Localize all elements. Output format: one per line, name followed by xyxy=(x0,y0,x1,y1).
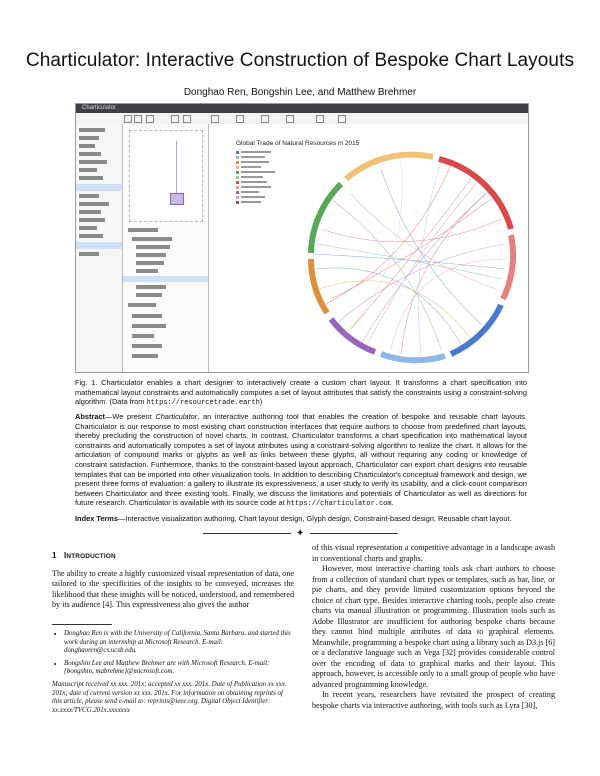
abstract: Abstract—We present Charticulator, an interactive authoring tool that enables the creation of bespoke and reusable chart layouts. Charticulator is our response to most existing chart construction interfaces that require authors to choose from predefined chart layouts, thereby precluding the construction of novel charts. In contrast, Charticulator transforms a chart specification into mathematical layout constraints and automatically computes a set of layout attributes using a constraint-solving algorithm to realize the chart. It allows for the articulation of compound marks or glyphs as well as links between these glyphs, all without requiring any coding or knowledge of constraint satisfaction. Furthermore, thanks to the constraint-based layout approach, Charticulator can export chart designs into reusable templates that can be imported into other visualization tools. In addition to describing Charticulator's conceptual framework and design, we present three forms of evaluation: a gallery to illustrate its expressiveness, a user study to verify its usability, and a click-count comparison between Charticulator and three existing tools. Finally, we discuss the limitations and potentials of Charticulator as well as directions for future research. Charticulator is available with its source code at https://charticulator.com. xyxy=(75,412,527,509)
publication-info: Manuscript received xx xxx. 201x; accepted xx xxx. 201x. Date of Publication xx xxx. 201x; date of current version xx xxx. 201x. For information on obtaining reprints of this article, please send e-mail to: reprints@ieee.org. Digital Object Identifier: xx.xxxx/TVCG.201x.xxxxxxx xyxy=(52,680,287,714)
body-paragraph: In recent years, researchers have revisited the prospect of creating bespoke charts via interactive authoring, with tools such as Lyra [30], xyxy=(312,690,555,710)
footnotes xyxy=(52,630,294,715)
index-terms: Index Terms—Interactive visualization authoring, Chart layout design, Glyph design, Constraint-based design, Reusable chart layout. xyxy=(75,514,512,523)
intro-paragraph: The ability to create a highly customized visual representation of data, one tailored to the specificities of the insights to be conveyed, increases the likelihood that these insights will be noticed, understood, and remembered by its audience [4]. This expressiveness also gives the author xyxy=(52,568,294,609)
figure-caption: Fig. 1. Charticulator enables a chart designer to interactively create a custom chart layout. It transforms a chart specification into mathematical layout constraints and automatically computes a set of layout attributes that satisfy the constraints using a constraint-solving algorithm. (Data from https://resourcetrade.earth) xyxy=(75,378,528,407)
glyph-editor xyxy=(129,130,203,222)
toolbar-icon xyxy=(183,115,191,123)
paper-title: Charticulator: Interactive Construction of Bespoke Chart Layouts xyxy=(25,50,575,71)
toolbar-icon xyxy=(338,115,346,123)
section-divider xyxy=(310,533,398,534)
left-column xyxy=(52,551,294,611)
app-name: Charticulator xyxy=(82,105,117,111)
footnote-item: • Donghao Ren is with the University of California, Santa Barbara, and started this work during an internship at Microsoft Research. E-mail: donghaoren@cs.ucsb.edu. xyxy=(64,630,294,656)
toolbar-icon xyxy=(236,115,244,123)
section-heading: 1 INTRODUCTION xyxy=(52,551,116,560)
chord-diagram xyxy=(291,149,521,369)
body-paragraph: However, most interactive charting tools ask chart authors to choose from a collection of standard chart types or templates, such as bar, line, or pie charts, and they provide limited customization options beyond the choice of chart type. Besides interactive charting tools, people also create charts via manual illustration or programming. Illustration tools such as Adobe Illustrator are insufficient for authoring bespoke charts because they cannot bind multiple attributes of data to graphical elements. Meanwhile, programming a bespoke chart using a library such as D3.js [6] or a declarative language such as Vega [32] provides considerable control over the encoding of data to graphical marks and their layout. This approach, however, is accessible only to a small group of people who have advanced programming knowledge. xyxy=(312,564,555,689)
footnote-item: • Bongshin Lee and Matthew Brehmer are with Microsoft Research. E-mail: {bongshin, mabrehme}@microsoft.com. xyxy=(64,660,294,677)
right-column xyxy=(312,543,555,711)
toolbar-icon xyxy=(124,115,132,123)
toolbar-icon xyxy=(316,115,324,123)
dataset-panel xyxy=(76,124,123,372)
toolbar-icon xyxy=(286,115,294,123)
footnote-rule xyxy=(52,624,112,625)
body-paragraph: of this visual representation a competitive advantage in a landscape awash in conventional charts and graphs. xyxy=(312,543,555,563)
toolbar-icon xyxy=(134,115,142,123)
toolbar-icon xyxy=(261,115,269,123)
paper-authors: Donghao Ren, Bongshin Lee, and Matthew Brehmer xyxy=(183,87,417,98)
toolbar-icon xyxy=(146,115,154,123)
chart-title: Global Trade of Natural Resources in 2015 xyxy=(236,140,360,147)
divider-diamond-icon: ✦ xyxy=(296,528,305,539)
glyph-mark xyxy=(170,193,184,205)
section-divider xyxy=(203,533,291,534)
app-titlebar xyxy=(76,104,528,113)
toolbar-icon xyxy=(171,115,179,123)
toolbar-icon xyxy=(211,115,219,123)
figure-screenshot xyxy=(75,103,529,373)
